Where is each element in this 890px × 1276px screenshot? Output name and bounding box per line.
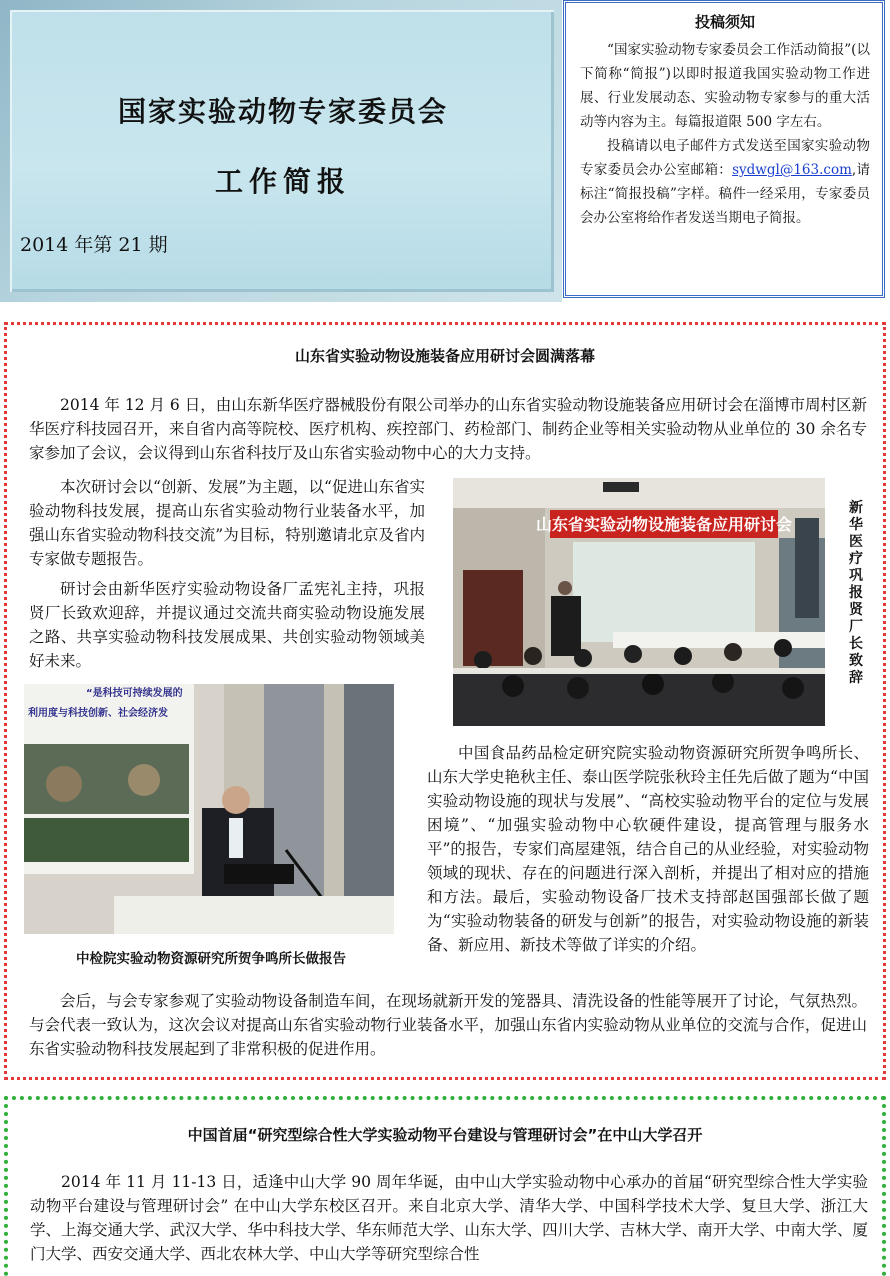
issue-number: 2014 年第 21 期 — [20, 234, 168, 256]
masthead-panel — [10, 10, 554, 292]
notice-heading: 投稿须知 — [694, 13, 755, 31]
slide-text-line-1: “是科技可持续发展的 — [86, 688, 183, 699]
conference-banner-text: 山东省实验动物设施装备应用研讨会 — [535, 515, 793, 534]
article-2-paragraph-1: 2014 年 11 月 11-13 日，适逢中山大学 90 周年华诞，由中山大学实验动物中心承办的首届“研究型综合性大学实验动物平台建设与管理研讨会” 在中山大学东校区召开。来自北京大学、清华大学、中国科学技术大学、复旦大学、浙江大学、上海交通大学、武汉大学、华中科技大学、华东师范大学、山东大学、四川大学、吉林大学、南开大学、中南大学、厦门大学、西安交通大学、西北农林大学、中山大学等研究型综合性 — [30, 1173, 868, 1263]
notice-text-before-email: 投稿请以电子邮件方式发送至国家实验动物专家委员会办公室邮箱： — [580, 138, 870, 178]
notice-text-after-email: ,请标注“简报投稿”字样。稿件一经采用，专家委员会办公室将给作者发送当期电子简报。 — [580, 162, 870, 226]
article-1-paragraph-4: 中国食品药品检定研究院实验动物资源研究所贺争鸣所长、山东大学史艳秋主任、泰山医学院张秋玲主任先后做了题为“中国实验动物设施的现状与发展”、“高校实验动物平台的定位与发展困境”、“加强实验动物中心软硬件建设，提高管理与服务水平”的报告，专家们高屋建瓴，结合自己的从业经验，对实验动物领域的现状、存在的问题进行深入剖析，并提出了相对应的措施和方法。最后，实验动物设备厂技术支持部赵国强部长做了题为“实验动物装备的研发与创新”的报告，对实验动物设施的新装备、新应用、新技术等做了详实的介绍。 — [427, 744, 869, 954]
email-link[interactable]: sydwgl@163.com — [732, 162, 852, 178]
article-1-paragraph-2: 本次研讨会以“创新、发展”为主题，以“促进山东省实验动物科技发展，提高山东省实验动物行业装备水平，加强山东省实验动物科技交流”为目标，特别邀请北京及省内专家做专题报告。 — [29, 478, 425, 568]
bulletin-subtitle: 工作简报 — [214, 165, 351, 198]
article-1-paragraph-5: 会后，与会专家参观了实验动物设备制造车间，在现场就新开发的笼器具、清洗设备的性能等展开了讨论，气氛热烈。与会代表一致认为，这次会议对提高山东省实验动物行业装备水平，加强山东省内实验动物从业单位的交流与合作，促进山东省实验动物科技发展起到了非常积极的促进作用。 — [29, 992, 867, 1058]
notice-paragraph-2 — [580, 134, 870, 230]
photo-speaker — [24, 684, 394, 934]
speaker-image — [24, 684, 394, 934]
conference-hall-image — [453, 478, 825, 726]
photo-caption-vertical: 新华医疗巩报贤厂长致辞 — [849, 500, 863, 686]
article-2-title: 中国首届“研究型综合性大学实验动物平台建设与管理研讨会”在中山大学召开 — [187, 1126, 703, 1144]
masthead — [0, 0, 562, 302]
submission-notice — [563, 0, 885, 298]
photo-caption-horizontal: 中检院实验动物资源研究所贺争鸣所长做报告 — [76, 951, 346, 967]
article-1-paragraph-3: 研讨会由新华医疗实验动物设备厂孟宪礼主持，巩报贤厂长致欢迎辞，并提议通过交流共商实验动物设施发展之路、共享实验动物科技发展成果、共创实验动物领域美好未来。 — [29, 580, 425, 670]
bulletin-title: 国家实验动物专家委员会 — [117, 95, 448, 128]
article-1-title: 山东省实验动物设施装备应用研讨会圆满落幕 — [294, 347, 595, 365]
article-1-paragraph-1: 2014 年 12 月 6 日，由山东新华医疗器械股份有限公司举办的山东省实验动物设施装备应用研讨会在淄博市周村区新华医疗科技园召开，来自省内高等院校、医疗机构、疾控部门、药检部门、制药企业等相关实验动物从业单位的 30 余名专家参加了会议，会议得到山东省科技厅及山东省实验动物中心的大力支持。 — [29, 396, 867, 462]
slide-text-line-2: 利用度与科技创新、社会经济发 — [28, 708, 168, 719]
article-2-frame — [4, 1096, 886, 1276]
notice-paragraph-1: “国家实验动物专家委员会工作活动简报”(以下简称“简报”)以即时报道我国实验动物工作进展、行业发展动态、实验动物专家参与的重大活动等内容为主。每篇报道限 500 字左右。 — [580, 42, 870, 130]
photo-conference-hall — [453, 478, 825, 726]
